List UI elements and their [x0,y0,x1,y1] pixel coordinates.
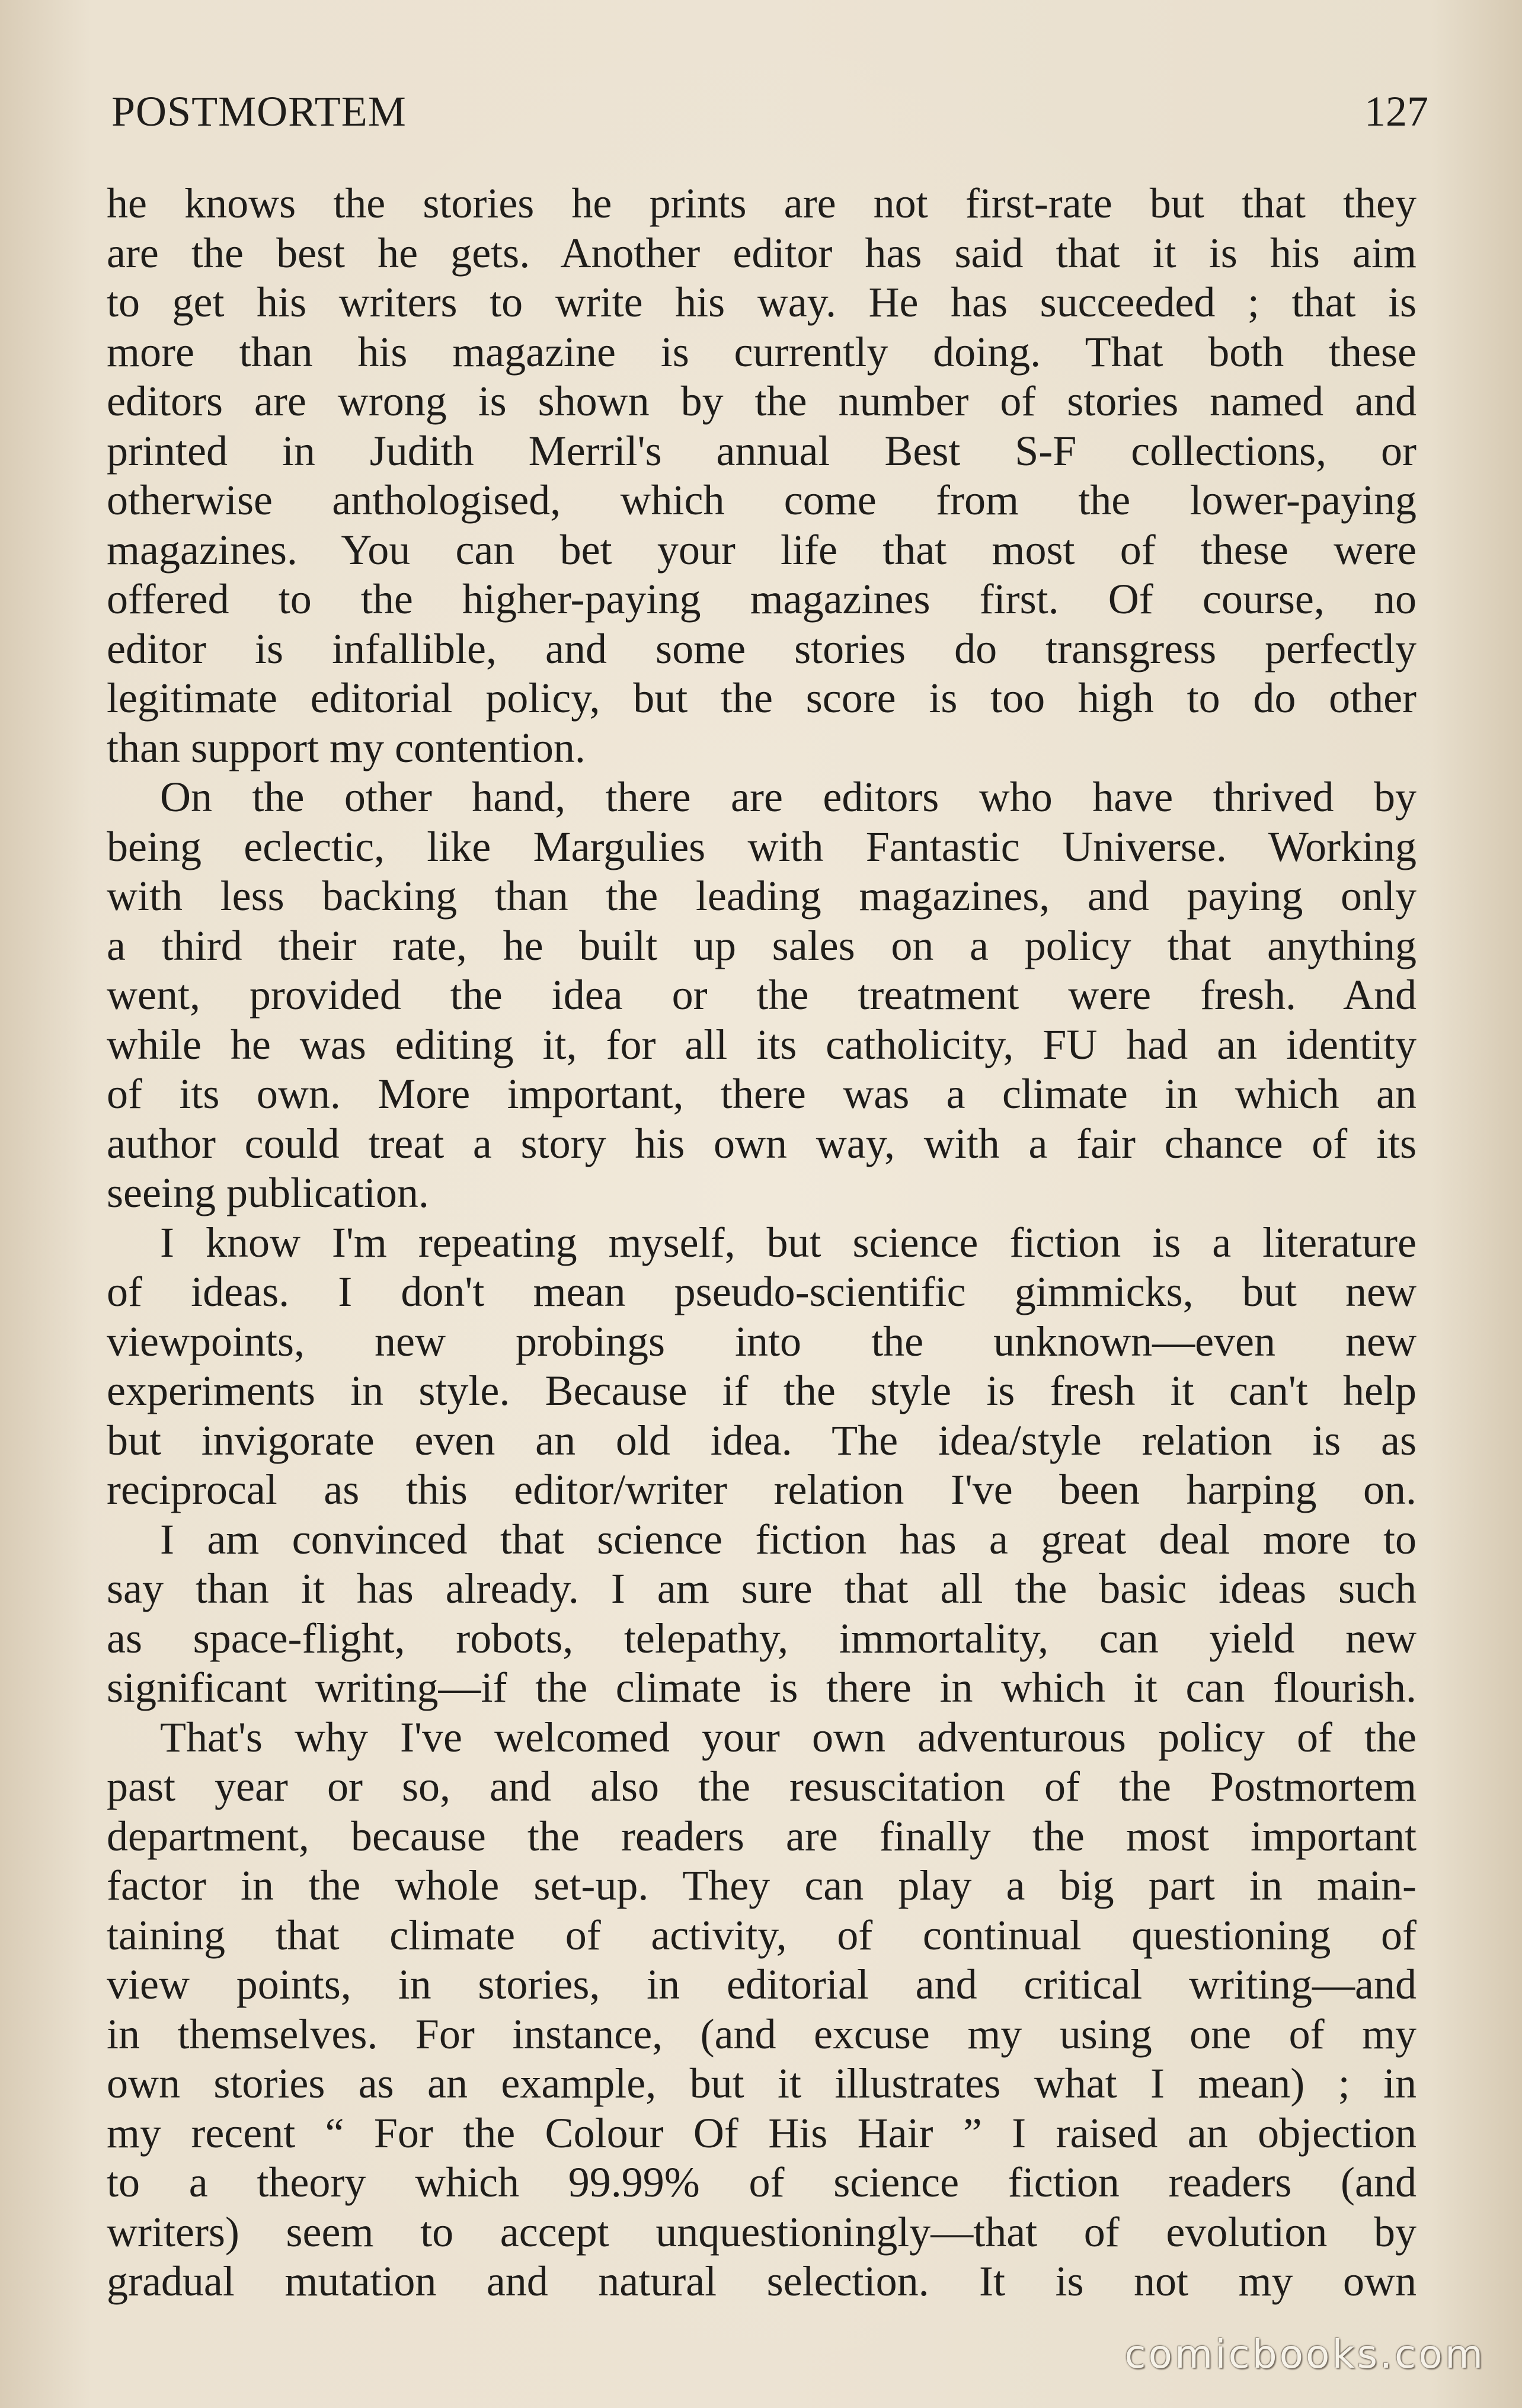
text-line: of its own. More important, there was a climate in which an [107,1070,1417,1117]
text-line: with less backing than the leading magazines, and paying only [107,872,1417,920]
text-line: taining that climate of activity, of continual questioning of [107,1911,1417,1959]
text-line: That's why I've welcomed your own adventurous policy of the [160,1713,1417,1761]
text-line: printed in Judith Merril's annual Best S-F collections, or [107,427,1417,475]
text-line: my recent “ For the Colour Of His Hair ” I raised an objection [107,2109,1417,2157]
text-line: own stories as an example, but it illustrates what I mean) ; in [107,2060,1417,2107]
text-line: significant writing—if the climate is there in which it can flourish. [107,1664,1417,1711]
text-line: I am convinced that science fiction has a great deal more to [160,1515,1417,1563]
text-line: as space-flight, robots, telepathy, immortality, can yield new [107,1614,1417,1662]
text-line: writers) seem to accept unquestioningly—that of evolution by [107,2208,1417,2256]
text-line: but invigorate even an old idea. The idea/style relation is as [107,1416,1417,1464]
text-line: he knows the stories he prints are not first-rate but that they [107,180,1417,227]
text-line: seeing publication. [107,1169,429,1216]
text-line: otherwise anthologised, which come from the lower-paying [107,476,1417,524]
text-line: editor is infallible, and some stories do transgress perfectly [107,625,1417,673]
text-line: of ideas. I don't mean pseudo-scientific gimmicks, but new [107,1268,1417,1315]
text-line: went, provided the idea or the treatment were fresh. And [107,971,1417,1019]
text-line: viewpoints, new probings into the unknown—even new [107,1317,1417,1365]
page-number: 127 [1364,88,1428,135]
text-line: reciprocal as this editor/writer relation I've been harping on. [107,1466,1417,1513]
text-line: past year or so, and also the resuscitation of the Postmortem [107,1763,1417,1810]
text-line: experiments in style. Because if the style is fresh it can't help [107,1367,1417,1414]
text-line: are the best he gets. Another editor has said that it is his aim [107,229,1417,277]
text-line: in themselves. For instance, (and excuse my using one of my [107,2010,1417,2058]
running-head [111,82,1428,141]
text-line: to a theory which 99.99% of science fiction readers (and [107,2159,1417,2206]
text-line: factor in the whole set-up. They can play a big part in main- [107,1862,1417,1909]
text-line: a third their rate, he built up sales on a policy that anything [107,921,1417,969]
watermark: comicbooks.com [1124,2332,1485,2377]
text-line: department, because the readers are finally the most important [107,1812,1417,1860]
text-line: I know I'm repeating myself, but science fiction is a literature [160,1218,1417,1266]
text-line: gradual mutation and natural selection. It is not my own [107,2258,1417,2305]
running-title: POSTMORTEM [111,88,407,135]
body-text [107,179,1417,2307]
text-line: magazines. You can bet your life that most of these were [107,526,1417,574]
text-line: while he was editing it, for all its catholicity, FU had an identity [107,1020,1417,1068]
text-line: view points, in stories, in editorial and critical writing—and [107,1961,1417,2008]
text-line: On the other hand, there are editors who have thrived by [160,773,1417,821]
text-line: being eclectic, like Margulies with Fantastic Universe. Working [107,822,1417,870]
text-line: offered to the higher-paying magazines first. Of course, no [107,575,1417,623]
text-line: editors are wrong is shown by the number of stories named and [107,377,1417,425]
text-line: say than it has already. I am sure that all the basic ideas such [107,1565,1417,1612]
text-line: author could treat a story his own way, with a fair chance of its [107,1119,1417,1167]
text-line: than support my contention. [107,723,586,771]
text-line: legitimate editorial policy, but the score is too high to do other [107,674,1417,722]
text-line: to get his writers to write his way. He has succeeded ; that is [107,278,1417,326]
text-line: more than his magazine is currently doing. That both these [107,328,1417,376]
